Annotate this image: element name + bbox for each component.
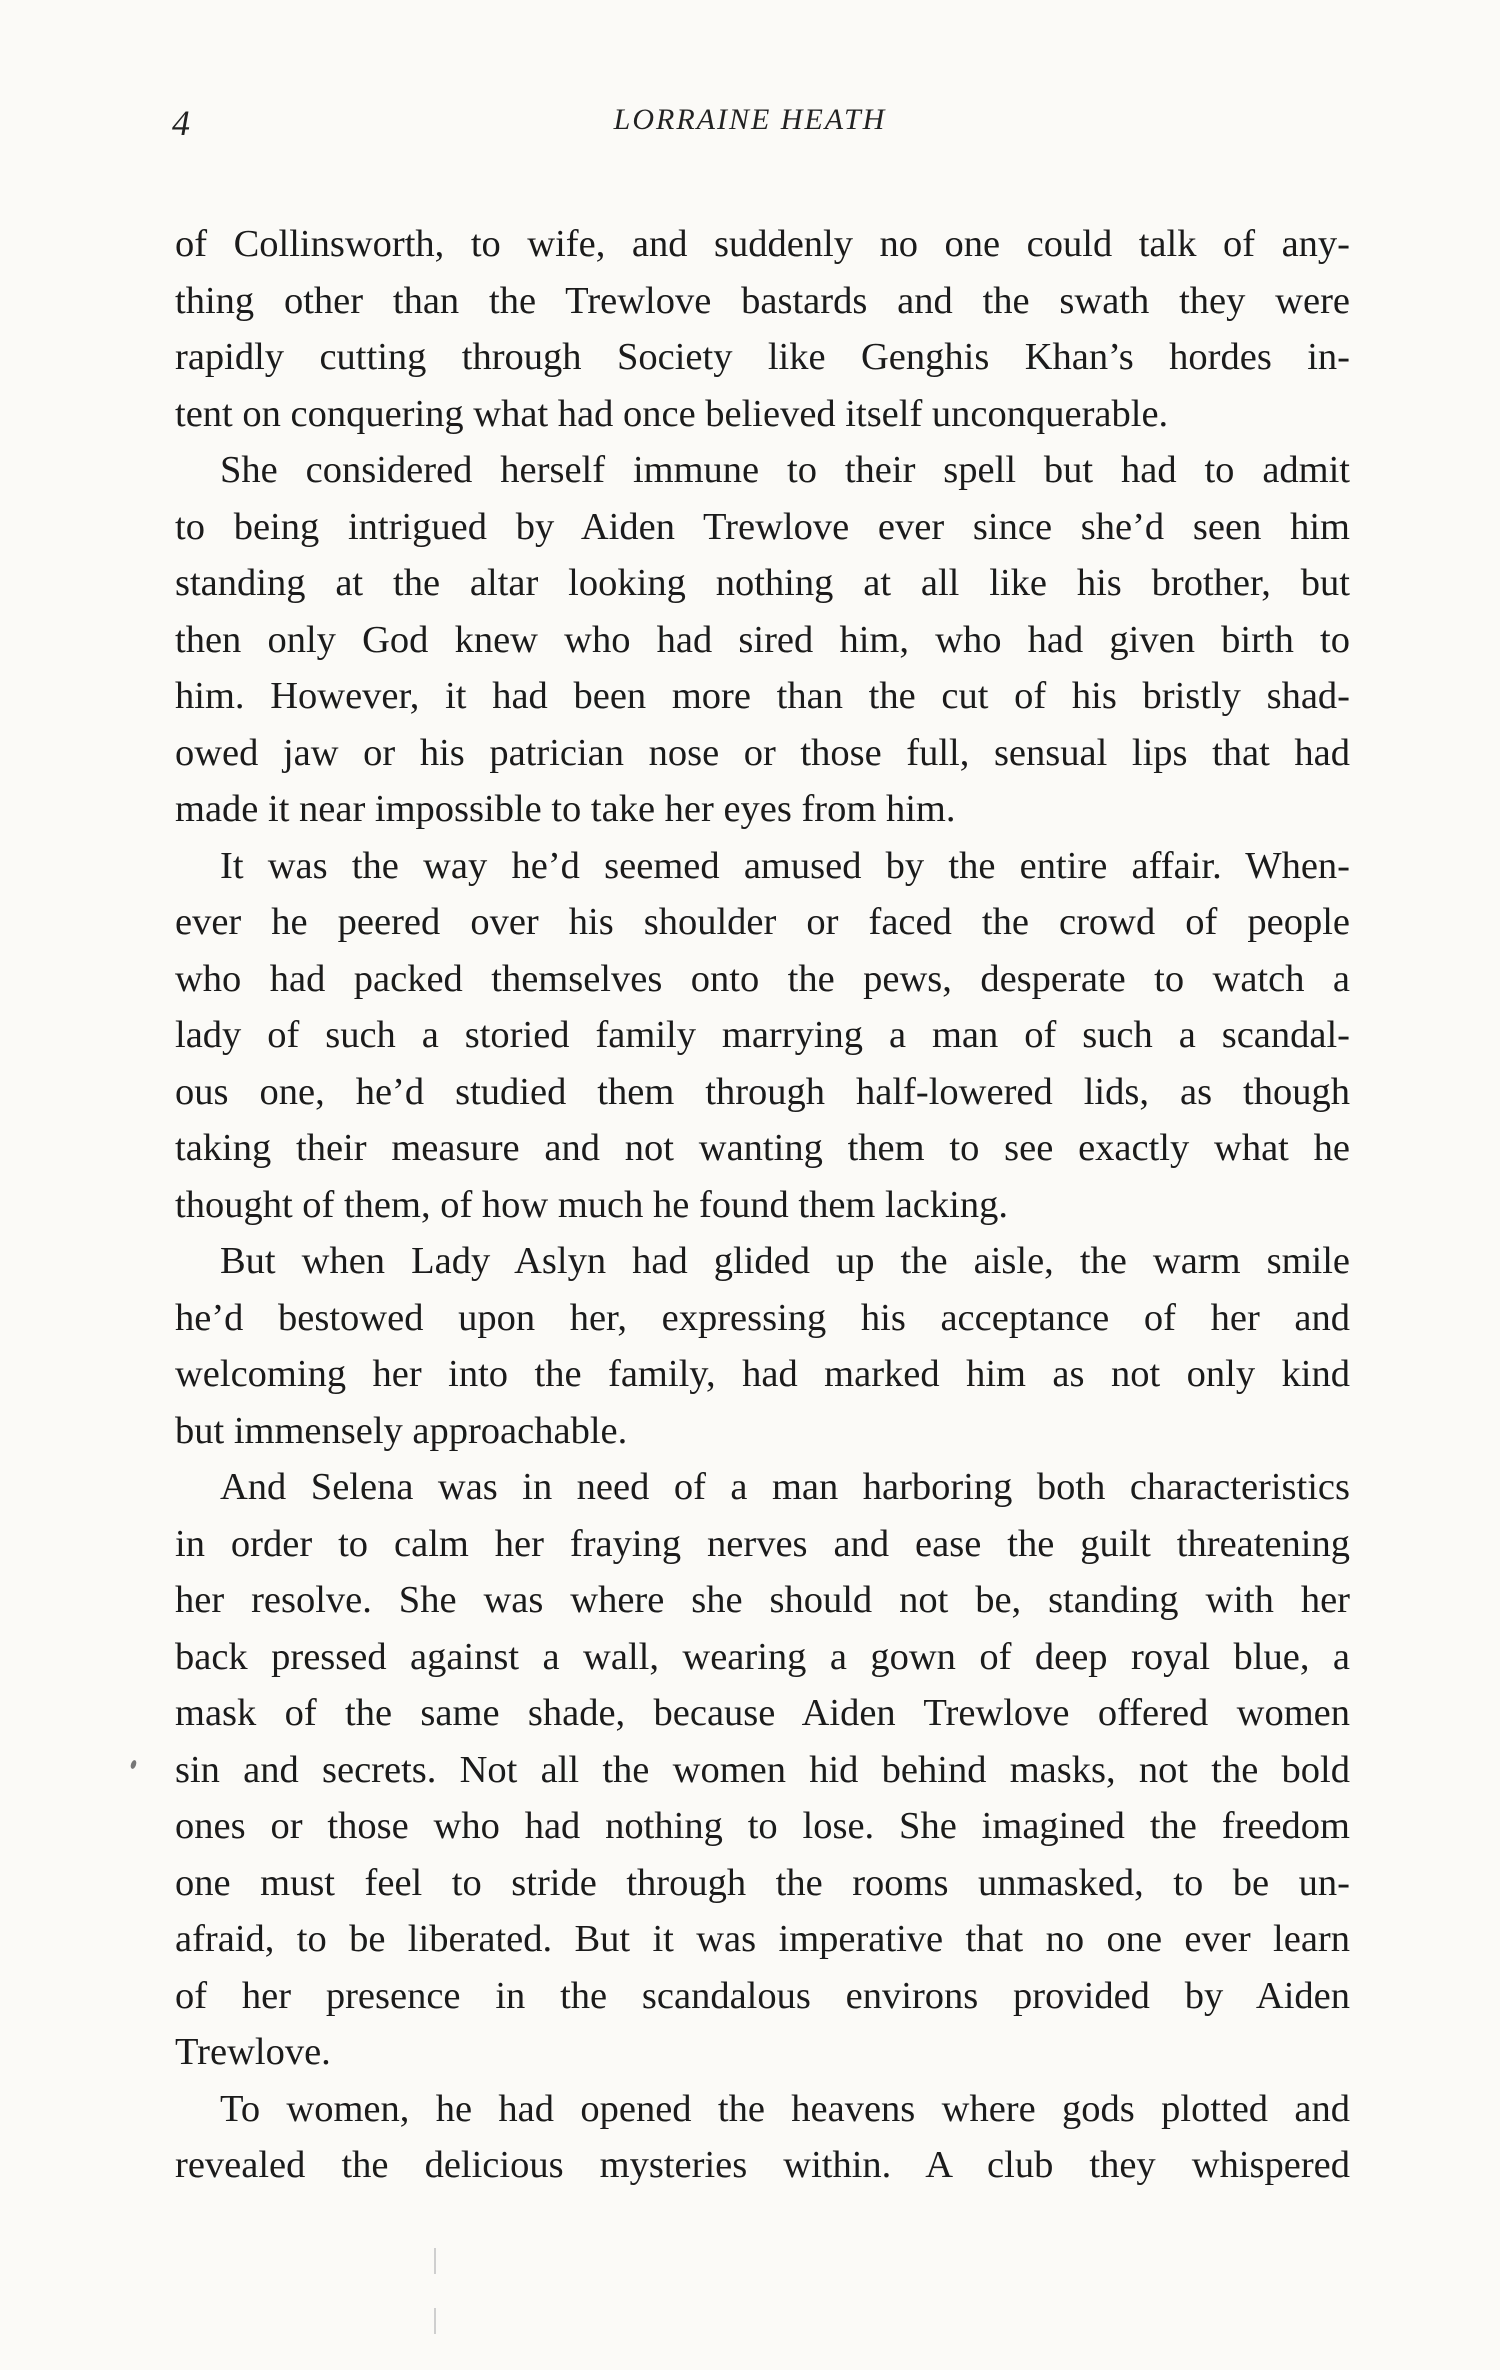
page-number: 4 [172, 103, 190, 143]
text-line: owed jaw or his patrician nose or those full, sensual lips that had [175, 731, 1350, 774]
scan-mark [434, 2248, 436, 2274]
text-line: thought of them, of how much he found them lacking. [175, 1183, 1008, 1226]
text-line: taking their measure and not wanting them to see exactly what he [175, 1127, 1350, 1169]
text-line: in order to calm her fraying nerves and ease the guilt threatening [175, 1522, 1350, 1565]
paragraph [175, 442, 1350, 838]
text-line: And Selena was in need of a man harboring both characteristics [220, 1466, 1350, 1508]
text-line: It was the way he’d seemed amused by the entire affair. When- [220, 844, 1350, 887]
text-line: tent on conquering what had once believed itself unconquerable. [175, 392, 1169, 435]
text-line: rapidly cutting through Society like Genghis Khan’s hordes in- [175, 336, 1350, 378]
text-line: ones or those who had nothing to lose. She imagined the freedom [175, 1805, 1350, 1847]
text-line: one must feel to stride through the rooms unmasked, to be un- [175, 1861, 1350, 1904]
text-line: lady of such a storied family marrying a man of such a scandal- [175, 1014, 1350, 1056]
paragraph [175, 2081, 1350, 2194]
text-line: sin and secrets. Not all the women hid behind masks, not the bold [175, 1748, 1350, 1791]
text-line: of Collinsworth, to wife, and suddenly no one could talk of any- [175, 223, 1350, 265]
text-line: her resolve. She was where she should not be, standing with her [175, 1579, 1350, 1621]
text-line: standing at the altar looking nothing at all like his brother, but [175, 562, 1350, 604]
text-line: then only God knew who had sired him, who had given birth to [175, 618, 1350, 661]
text-line: revealed the delicious mysteries within. A club they whispered [175, 2144, 1350, 2186]
paragraph [175, 1459, 1350, 2081]
text-line: to being intrigued by Aiden Trewlove ever since she’d seen him [175, 505, 1350, 548]
text-line: Trewlove. [175, 2031, 331, 2073]
scan-speck [130, 1759, 138, 1769]
text-line: who had packed themselves onto the pews, desperate to watch a [175, 957, 1350, 1000]
text-line: back pressed against a wall, wearing a gown of deep royal blue, a [175, 1635, 1350, 1678]
text-line: But when Lady Aslyn had glided up the aisle, the warm smile [220, 1240, 1350, 1282]
text-line: mask of the same shade, because Aiden Trewlove offered women [175, 1692, 1350, 1734]
scan-mark [434, 2308, 436, 2334]
text-line: of her presence in the scandalous environs provided by Aiden [175, 1974, 1350, 2017]
running-head: LORRAINE HEATH [613, 103, 887, 136]
text-line: he’d bestowed upon her, expressing his acceptance of her and [175, 1296, 1350, 1339]
text-line: thing other than the Trewlove bastards and the swath they were [175, 279, 1350, 322]
body-text [175, 216, 1350, 2194]
text-line: ever he peered over his shoulder or faced the crowd of people [175, 901, 1350, 943]
paragraph [175, 838, 1350, 1234]
text-line: made it near impossible to take her eyes from him. [175, 788, 956, 830]
text-line: To women, he had opened the heavens where gods plotted and [220, 2087, 1350, 2130]
text-line: afraid, to be liberated. But it was imperative that no one ever learn [175, 1918, 1350, 1960]
text-line: him. However, it had been more than the cut of his bristly shad- [175, 675, 1350, 717]
text-line: welcoming her into the family, had marked him as not only kind [175, 1353, 1350, 1395]
text-line: ous one, he’d studied them through half-lowered lids, as though [175, 1070, 1350, 1113]
paragraph [175, 216, 1350, 442]
text-line: but immensely approachable. [175, 1409, 628, 1452]
text-line: She considered herself immune to their spell but had to admit [220, 449, 1350, 491]
paragraph [175, 1233, 1350, 1459]
